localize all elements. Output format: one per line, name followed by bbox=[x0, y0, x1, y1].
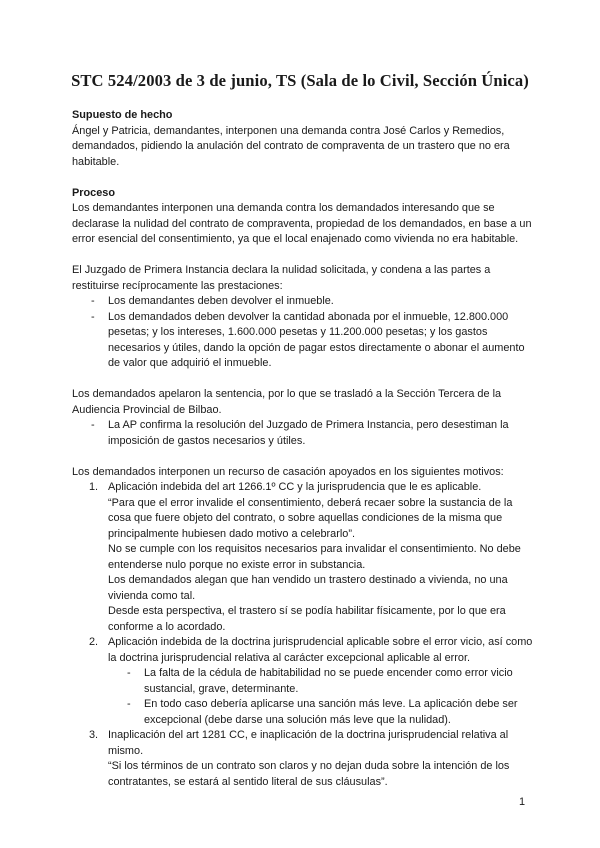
list-item: - Los demandados deben devolver la cantidad abonada por el inmueble, 12.800.000 pesetas; y los intereses, 1.600.000 pesetas y 11.200.000 pesetas; y los gastos necesarios y útiles, dando la opción de pagar estos directamente o abonar el aumento de valor que adquirió el inmueble. bbox=[72, 310, 534, 372]
motivo-2-sublist bbox=[72, 666, 534, 728]
list-item: - La falta de la cédula de habitabilidad no se puede encender como error vicio sustancial, grave, determinante. bbox=[72, 666, 534, 697]
motivo-line: Inaplicación del art 1281 CC, e inaplicación de la doctrina jurisprudencial relativa al mismo. bbox=[108, 729, 509, 757]
list-item: - En todo caso debería aplicarse una sanción más leve. La aplicación debe ser excepcional (debe darse una solución más leve que la nulidad). bbox=[72, 697, 534, 728]
list-item: - Los demandantes deben devolver el inmueble. bbox=[72, 294, 534, 310]
motivo-item bbox=[72, 635, 534, 666]
proceso-heading: Proceso bbox=[72, 186, 115, 199]
motivos-list-continued bbox=[72, 728, 534, 790]
motivo-line: “Si los términos de un contrato son claros y no dejan duda sobre la intención de los contratantes, se estará al sentido literal de sus cláusulas”. bbox=[108, 760, 510, 788]
page-number: 1 bbox=[518, 796, 525, 808]
list-item: - La AP confirma la resolución del Juzgado de Primera Instancia, pero desestiman la imposición de gastos necesarios y útiles. bbox=[72, 418, 534, 449]
motivo-item bbox=[72, 728, 534, 790]
motivo-line: Aplicación indebida del art 1266.1º CC y la jurisprudencia que le es aplicable. bbox=[108, 481, 482, 493]
motivo-number: 1. bbox=[89, 481, 99, 493]
proceso-paragraph-1: Los demandantes interponen una demanda contra los demandados interesando que se declarase la nulidad del contrato de compraventa, propiedad de los demandados, en base a un error esencial del consentimiento, ya que el local enajenado como vivienda no era habitable. bbox=[72, 202, 532, 245]
motivo-line: Desde esta perspectiva, el trastero sí se podía habilitar físicamente, por lo que era conforme a lo acordado. bbox=[108, 605, 506, 633]
supuesto-text: Ángel y Patricia, demandantes, interponen una demanda contra José Carlos y Remedios, demandados, pidiendo la anulación del contrato de compraventa de un trastero que no era habitable. bbox=[72, 124, 510, 168]
page-title: STC 524/2003 de 3 de junio, TS (Sala de lo Civil, Sección Única) bbox=[71, 71, 529, 90]
apelacion-list bbox=[72, 418, 534, 449]
proceso-paragraph-4: Los demandados interponen un recurso de casación apoyados en los siguientes motivos: bbox=[72, 465, 504, 478]
prestaciones-list bbox=[72, 294, 534, 372]
motivo-number: 3. bbox=[89, 729, 99, 741]
motivo-line: No se cumple con los requisitos necesarios para invalidar el consentimiento. No debe entenderse nulo porque no existe error in substancia. bbox=[108, 543, 521, 571]
document-body bbox=[72, 108, 534, 790]
proceso-paragraph-2: El Juzgado de Primera Instancia declara la nulidad solicitada, y condena a las partes a restituirse recíprocamente las prestaciones: bbox=[72, 264, 491, 292]
motivo-line: Aplicación indebida de la doctrina jurisprudencial aplicable sobre el error vicio, así como la doctrina jurisprudencial relativa al carácter excepcional aplicable al error. bbox=[108, 636, 533, 664]
motivo-number: 2. bbox=[89, 636, 99, 648]
proceso-paragraph-3: Los demandados apelaron la sentencia, por lo que se trasladó a la Sección Tercera de la Audiencia Provincial de Bilbao. bbox=[72, 388, 502, 416]
motivo-item bbox=[72, 480, 534, 635]
motivos-list bbox=[72, 480, 534, 666]
motivo-line: Los demandados alegan que han vendido un trastero destinado a vivienda, no una vivienda como tal. bbox=[108, 574, 508, 602]
motivo-line: “Para que el error invalide el consentimiento, deberá recaer sobre la sustancia de la cosa que fuere objeto del contrato, o sobre aquellas condiciones de la misma que principalmente hubiesen dado motivo a celebrarlo”. bbox=[108, 496, 513, 540]
supuesto-heading: Supuesto de hecho bbox=[72, 109, 173, 121]
